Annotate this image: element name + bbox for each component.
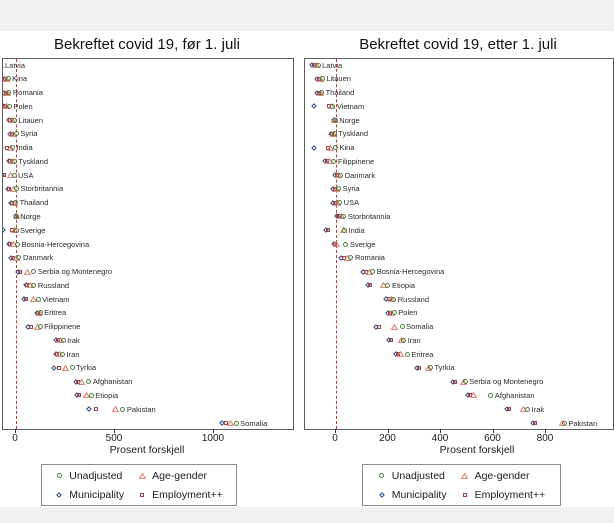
country-label: Norge [339,115,360,125]
circle-icon [55,473,63,478]
country-label: Russland [37,280,70,290]
marker-unadjusted [370,269,375,274]
marker-employment [2,173,6,177]
marker-unadjusted [61,338,66,343]
legend-label: Unadjusted [391,469,445,482]
country-label: Thailand [19,198,49,208]
marker-unadjusted [38,324,43,329]
country-label: USA [18,170,34,180]
triangle-icon [138,473,146,479]
marker-employment [417,366,421,370]
country-label: Polen [13,101,33,111]
panel-title-before: Bekreftet covid 19, før 1. juli [54,36,240,53]
diamond-icon [55,493,63,497]
marker-employment [18,270,22,274]
marker-unadjusted [348,255,353,260]
legend-label: Employment++ [474,488,546,501]
country-label: Iran [407,335,421,345]
marker-unadjusted [10,145,15,150]
marker-unadjusted [401,338,406,343]
marker-unadjusted [338,173,343,178]
country-label: Pakistan [568,418,598,428]
marker-unadjusted [385,283,390,288]
country-label: Etiopia [391,280,415,290]
country-label: Latvia [322,60,343,70]
marker-unadjusted [14,228,19,233]
marker-age-gender [470,392,477,398]
marker-employment [140,493,144,497]
marker-unadjusted [31,269,36,274]
marker-age-gender [139,473,146,479]
country-label: Syria [20,129,38,139]
marker-age-gender [391,324,398,330]
marker-unadjusted [428,365,433,370]
country-label: Serbia og Montenegro [37,267,113,277]
marker-unadjusted [6,90,11,95]
marker-unadjusted [562,421,567,426]
marker-unadjusted [525,407,530,412]
marker-unadjusted [70,365,75,370]
country-label: Latvia [5,60,26,70]
country-label: Etiopia [95,390,119,400]
marker-unadjusted [333,145,338,150]
square-icon [461,493,469,497]
marker-age-gender [78,379,85,385]
marker-age-gender [62,365,69,371]
marker-age-gender [112,406,119,412]
marker-unadjusted [392,310,397,315]
country-label: Vietnam [42,294,70,304]
x-axis-tick-label: 0 [12,433,18,444]
country-label: Pakistan [126,404,156,414]
marker-municipality [379,492,385,498]
country-label: Storbritannia [347,211,391,221]
marker-unadjusted [234,421,239,426]
marker-unadjusted [57,473,62,478]
marker-employment [29,325,33,329]
country-label: Irak [67,335,80,345]
marker-unadjusted [391,297,396,302]
marker-unadjusted [333,118,338,123]
country-label: Eritrea [411,349,434,359]
marker-municipality [311,145,317,151]
x-axis-tick-label: 200 [379,433,396,444]
marker-unadjusted [12,173,17,178]
legend-entry-unadjusted [55,466,124,485]
country-label: Storbritannia [20,184,64,194]
marker-municipality [56,492,62,498]
x-axis-tick-label: 0 [332,433,338,444]
marker-employment [533,421,537,425]
marker-unadjusted [16,255,21,260]
country-label: Tyskland [18,156,49,166]
country-label: Tyskland [338,129,369,139]
marker-employment [57,366,61,370]
legend-label: Municipality [69,488,125,501]
country-label: Romania [354,253,385,263]
country-label: Filippinene [337,156,375,166]
legend-before [41,464,237,506]
marker-unadjusted [60,352,65,357]
marker-unadjusted [379,473,384,478]
marker-employment [507,407,511,411]
marker-unadjusted [120,407,125,412]
square-icon [138,493,146,497]
country-label: Vietnam [336,101,365,111]
panel-title-after: Bekreftet covid 19, etter 1. juli [359,36,557,53]
marker-unadjusted [337,200,342,205]
plot-area-after [304,58,614,430]
country-label: Bosnia-Hercegovina [21,239,90,249]
marker-municipality [86,406,92,412]
marker-unadjusted [6,76,11,81]
country-label: Tyrkia [76,363,97,373]
legend-entry-employment [461,485,546,504]
marker-unadjusted [31,283,36,288]
country-label: Syria [342,184,360,194]
triangle-icon [461,473,469,479]
marker-unadjusted [15,242,20,247]
top-margin-band [0,0,614,31]
country-label: Sverige [349,239,376,249]
country-label: Romania [12,88,43,98]
country-label: Tyrkia [434,363,455,373]
marker-municipality [51,365,57,371]
bottom-margin-band [0,507,614,523]
country-label: Iran [66,349,80,359]
marker-unadjusted [488,393,493,398]
country-label: Litauen [18,115,44,125]
country-label: Litauen [326,74,351,84]
marker-unadjusted [316,63,321,68]
country-label: Bosnia-Hercegovina [376,267,445,277]
legend-label: Municipality [391,488,447,501]
marker-employment [24,297,28,301]
country-label: USA [343,198,360,208]
country-label: Eritrea [44,308,67,318]
legend-entry-municipality [378,485,447,504]
marker-unadjusted [400,324,405,329]
legend-entry-unadjusted [378,466,447,485]
country-label: Sverige [20,225,46,235]
x-axis-tick-label: 400 [431,433,449,444]
country-label: Afghanistan [92,377,133,387]
marker-unadjusted [14,214,19,219]
country-label: Serbia og Montenegro [469,377,544,387]
x-axis-tick-label: 1000 [201,433,225,444]
marker-unadjusted [463,379,468,384]
marker-age-gender [24,269,31,275]
marker-municipality [2,227,6,233]
marker-employment [94,407,98,411]
x-axis-label-before: Prosent forskjell [109,444,185,456]
marker-employment [389,338,393,342]
legend-after [362,464,561,506]
country-label: Afghanistan [494,390,535,400]
legend-label: Age-gender [474,469,530,482]
marker-employment [326,228,330,232]
marker-unadjusted [342,228,347,233]
legend-label: Unadjusted [69,469,123,482]
legend-label: Age-gender [152,469,207,482]
country-label: Irak [531,404,545,414]
x-axis-tick-label: 500 [105,433,123,444]
country-label: Kina [12,74,28,84]
marker-unadjusted [12,118,17,123]
country-label: Russland [397,294,430,304]
country-label: India [348,225,365,235]
marker-age-gender [333,241,340,247]
diamond-icon [378,493,386,497]
marker-unadjusted [336,186,341,191]
marker-unadjusted [36,297,41,302]
marker-unadjusted [12,159,17,164]
marker-unadjusted [86,379,91,384]
circle-icon [378,473,386,478]
country-label: Danmark [22,253,54,263]
country-label: Kina [339,143,355,153]
legend-entry-age-gender [461,466,546,485]
x-axis-tick-label: 800 [536,433,554,444]
marker-unadjusted [343,242,348,247]
country-label: Polen [398,308,418,318]
country-label: Somalia [406,322,434,332]
marker-age-gender [397,351,404,357]
country-label: Somalia [240,418,268,428]
marker-unadjusted [14,186,19,191]
legend-entry-employment [138,485,223,504]
x-axis-tick-label: 600 [484,433,501,444]
marker-employment [463,493,467,497]
marker-unadjusted [405,352,410,357]
legend-entry-municipality [55,485,124,504]
x-axis-label-after: Prosent forskjell [439,444,515,456]
marker-municipality [311,103,317,109]
plot-area-before [2,58,294,430]
marker-employment [453,380,457,384]
marker-unadjusted [341,214,346,219]
marker-municipality [2,145,4,151]
marker-employment [368,283,372,287]
legend-label: Employment++ [152,488,223,501]
country-label: Norge [20,211,41,221]
marker-employment [377,325,381,329]
marker-unadjusted [14,131,19,136]
marker-unadjusted [89,393,94,398]
legend-entry-age-gender [138,466,223,485]
country-label: Thailand [325,88,355,98]
marker-age-gender [461,473,468,479]
country-label: India [16,143,33,153]
marker-employment [77,393,81,397]
marker-unadjusted [7,104,12,109]
country-label: Filippinene [44,322,81,332]
country-label: Danmark [344,170,376,180]
